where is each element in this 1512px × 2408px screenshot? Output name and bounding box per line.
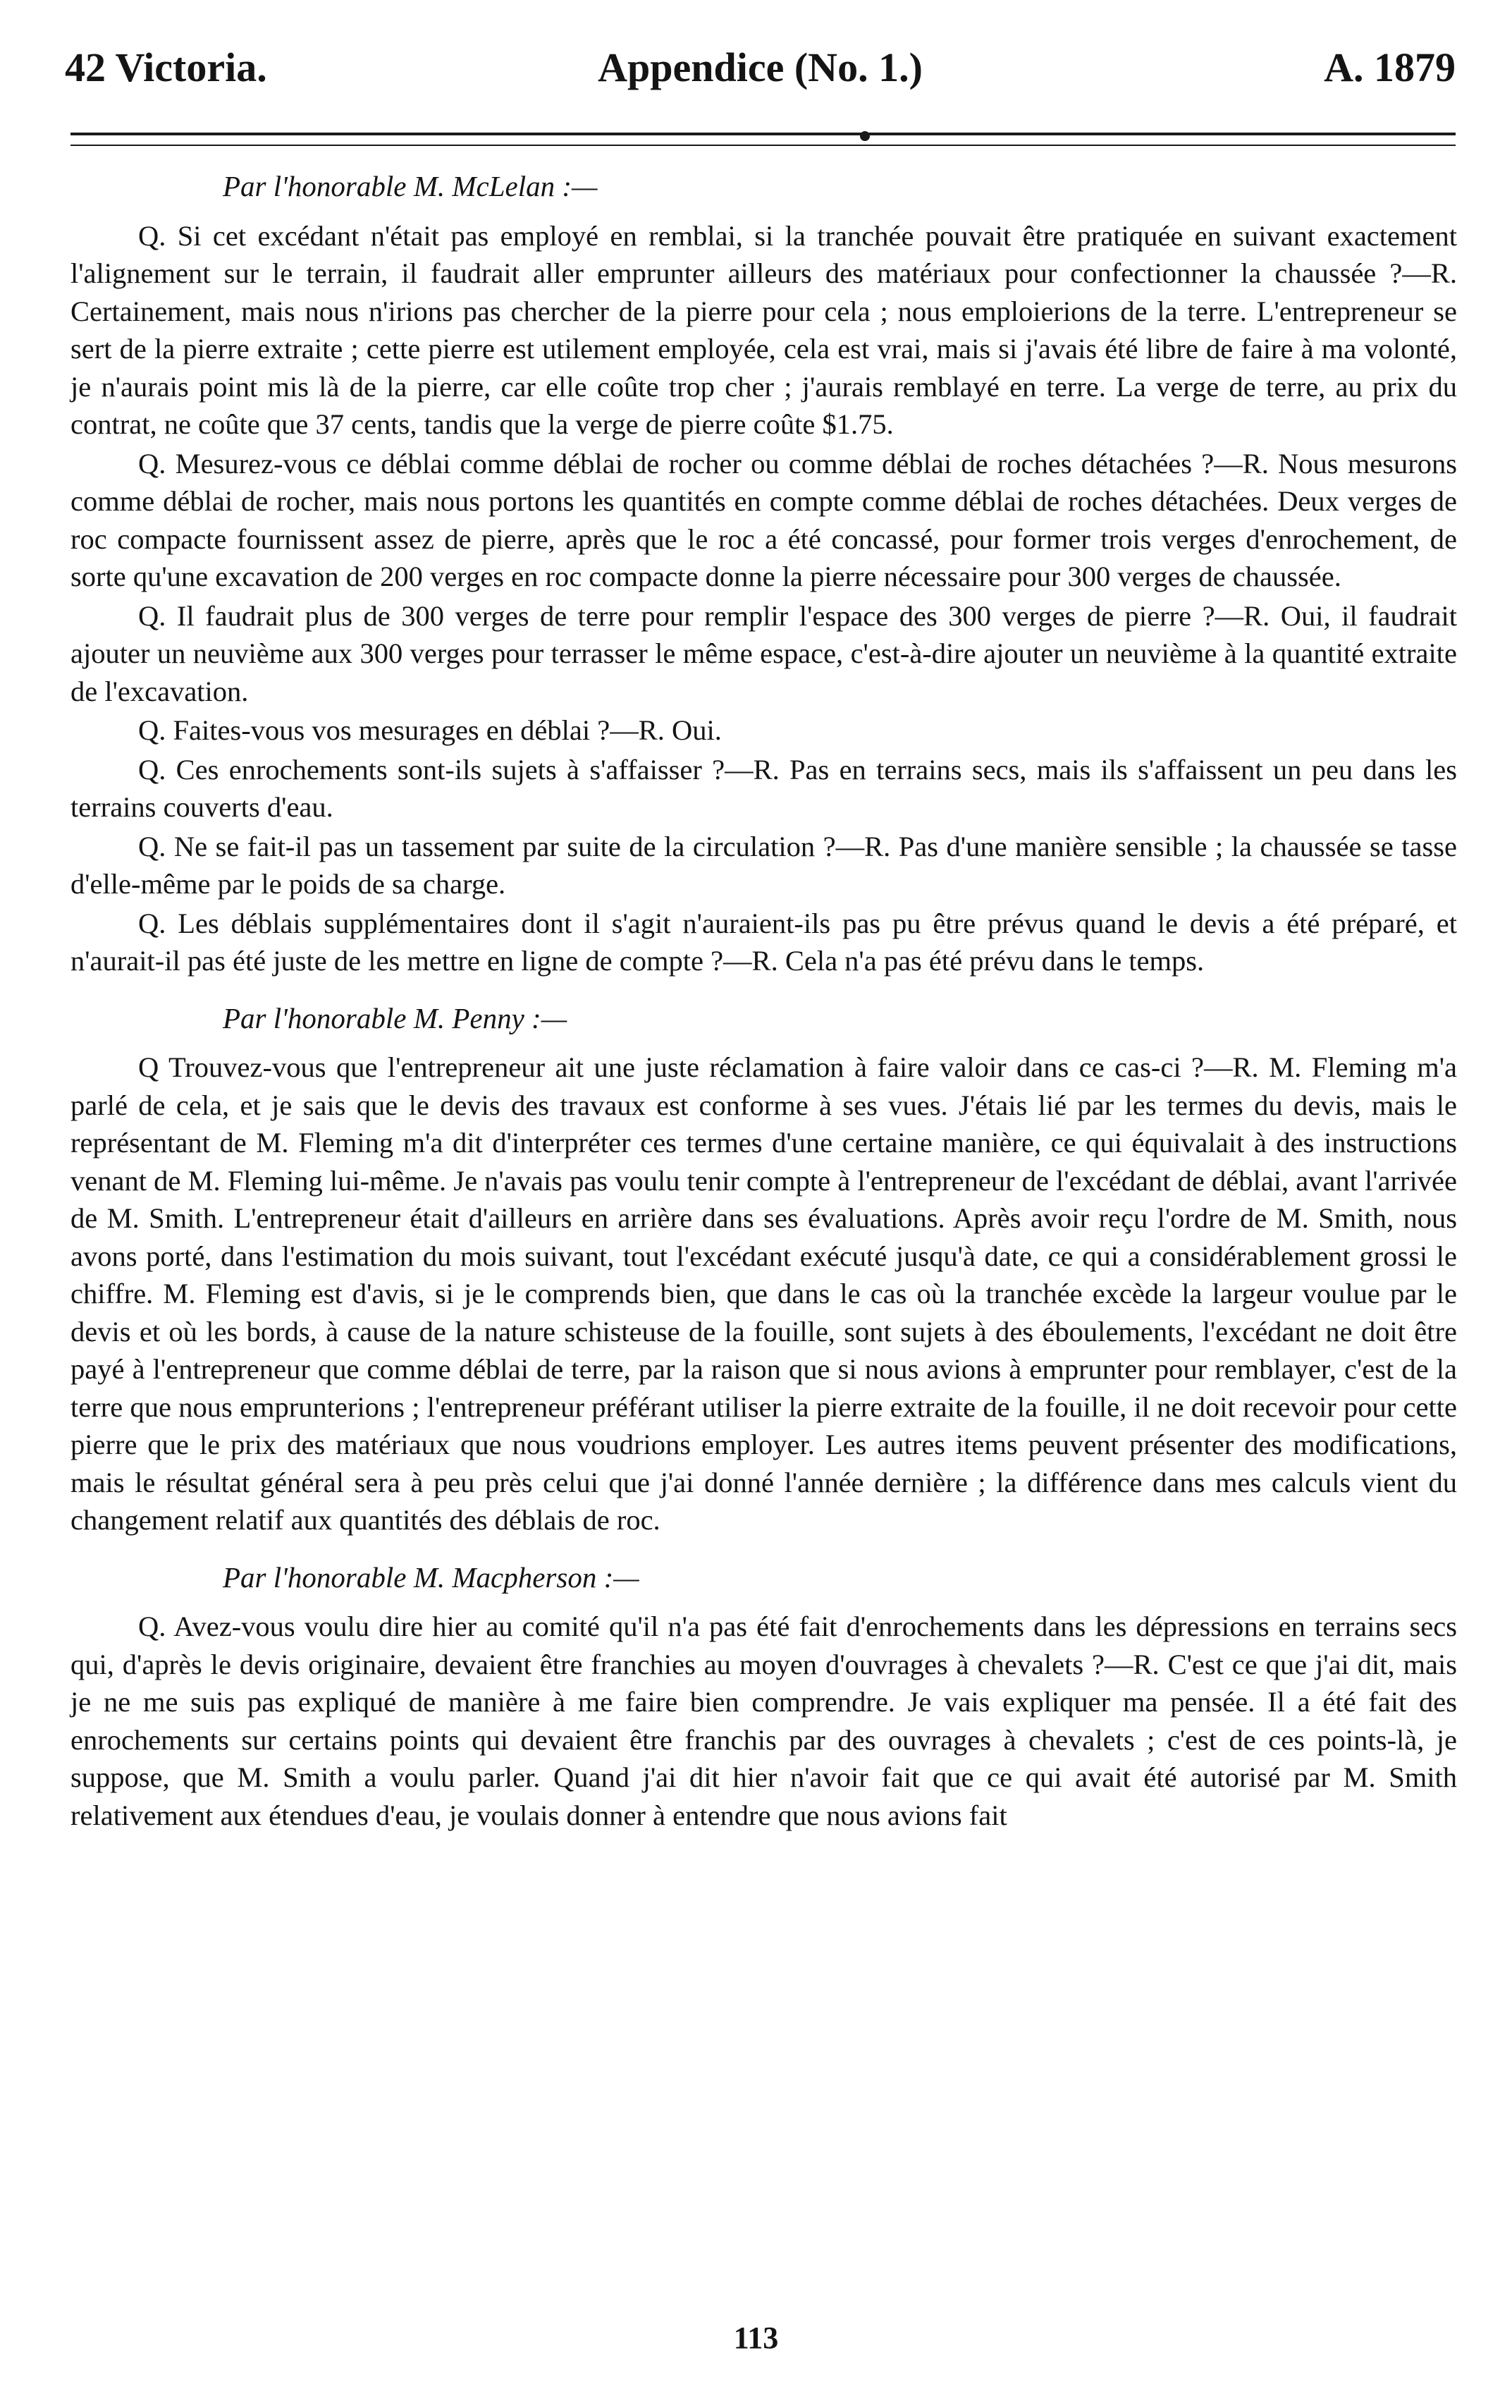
paragraph: Q. Faites-vous vos mesurages en déblai ?—R. Oui. — [138, 714, 722, 746]
paragraph: Q. Ne se fait-il pas un tassement par suite de la circulation ?—R. Pas d'une manière sensible ; la chaussée se tasse d'elle-même par le poids de sa charge. — [70, 830, 1457, 900]
paragraph: Q. Il faudrait plus de 300 verges de terre pour remplir l'espace des 300 verges de pierre ?—R. Oui, il faudrait ajouter un neuvième aux 300 verges pour terrasser le même espace, c'est-à-dire ajouter un neuvième à la quantité extraite de l'excavation. — [70, 599, 1457, 707]
running-header — [65, 44, 1456, 100]
section-penny — [70, 1000, 1457, 1539]
paragraph: Q. Les déblais supplémentaires dont il s'agit n'auraient-ils pas pu être prévus quand le devis a été préparé, et n'aurait-il pas été juste de les mettre en ligne de compte ?—R. Cela n'a pas été prévu dans le temps. — [70, 907, 1457, 977]
header-year: A. 1879 — [1324, 44, 1456, 90]
rule-ornament — [860, 131, 870, 141]
header-rule-thin — [70, 145, 1456, 146]
paragraph: Q. Ces enrochements sont-ils sujets à s'affaisser ?—R. Pas en terrains secs, mais ils s'affaissent un peu dans les terrains couverts d'eau. — [70, 753, 1457, 823]
paragraph: Q Trouvez-vous que l'entrepreneur ait une juste réclamation à faire valoir dans ce cas-ci ?—R. M. Fleming m'a parlé de cela, et je sais que le devis des travaux est conforme à ses vues. J'étais lié par les termes du devis, mais le représentant de M. Fleming m'a dit d'interpréter ces termes d'une certaine manière, ce qui équivalait à des instructions venant de M. Fleming lui-même. Je n'avais pas voulu tenir compte à l'entrepreneur de l'excédant de déblai, avant l'arrivée de M. Smith. L'entrepreneur était d'ailleurs en arrière dans ses évaluations. Après avoir reçu l'ordre de M. Smith, nous avons porté, dans l'estimation du mois suivant, tout l'excédant exécuté jusqu'à date, ce qui a considérablement grossi le chiffre. M. Fleming est d'avis, si je le comprends bien, que dans le cas où la tranchée excède la largeur voulue par le devis et où les bords, à cause de la nature schisteuse de la fouille, sont sujets à des éboulements, l'excédant ne doit être payé à l'entrepreneur que comme déblai de terre, par la raison que si nous avions à emprunter pour remblayer, c'est de la terre que nous emprunterions ; l'entrepreneur préférant utiliser la pierre extraite de la fouille, il ne doit recevoir pour cette pierre que le prix des matériaux que nous voudrions employer. Les autres items peuvent présenter des modifications, mais le résultat général sera à peu près celui que j'ai donné l'année dernière ; la différence dans mes calculs vient du changement relatif aux quantités des déblais de roc. — [70, 1051, 1457, 1536]
section-mclelan — [70, 168, 1457, 980]
header-appendix: Appendice (No. 1.) — [598, 44, 923, 90]
paragraph: Q. Mesurez-vous ce déblai comme déblai de rocher ou comme déblai de roches détachées ?—R. Nous mesurons comme déblai de rocher, mais nous portons les quantités en compte comme déblai de roches détachées. Deux verges de roc compacte fournissent assez de pierre, après que le roc a été concassé, pour former trois verges d'enrochement, de sorte qu'une excavation de 200 verges en roc compacte donne la pierre nécessaire pour 300 verges de chaussée. — [70, 447, 1457, 592]
speaker-heading: Par l'honorable M. Macpherson :— — [223, 1560, 639, 1594]
paragraph: Q. Si cet excédant n'était pas employé en remblai, si la tranchée pouvait être pratiquée en suivant exactement l'alignement sur le terrain, il faudrait aller emprunter ailleurs des matériaux pour confectionner la chaussée ?—R. Certainement, mais nous n'irions pas chercher de la pierre pour cela ; nous emploierions de la terre. L'entrepreneur se sert de la pierre extraite ; cette pierre est utilement employée, cela est vrai, mais si j'avais été libre de faire à ma volonté, je n'aurais point mis là de la pierre, car elle coûte trop cher ; j'aurais remblayé en terre. La verge de terre, au prix du contrat, ne coûte que 37 cents, tandis que la verge de pierre coûte $1.75. — [70, 219, 1457, 440]
body-text — [70, 168, 1457, 1834]
paragraph: Q. Avez-vous voulu dire hier au comité qu'il n'a pas été fait d'enrochements dans les dépressions en terrains secs qui, d'après le devis originaire, devaient être franchies au moyen d'ouvrages à chevalets ?—R. C'est ce que j'ai dit, mais je ne me suis pas expliqué de manière à me faire bien comprendre. Je vais expliquer ma pensée. Il a été fait des enrochements sur certains points qui devaient être franchis par des ouvrages à chevalets ; c'est de ces points-là, je suppose, que M. Smith a voulu parler. Quand j'ai dit hier n'avoir fait que ce qui avait été autorisé par M. Smith relativement aux étendues d'eau, je voulais donner à entendre que nous avions fait — [70, 1611, 1457, 1831]
speaker-heading: Par l'honorable M. McLelan :— — [223, 170, 598, 202]
page-number: 113 — [733, 2321, 779, 2355]
header-session: 42 Victoria. — [65, 44, 267, 90]
header-rule-thick — [70, 133, 1456, 135]
speaker-heading: Par l'honorable M. Penny :— — [223, 1001, 567, 1034]
section-macpherson — [70, 1559, 1457, 1835]
